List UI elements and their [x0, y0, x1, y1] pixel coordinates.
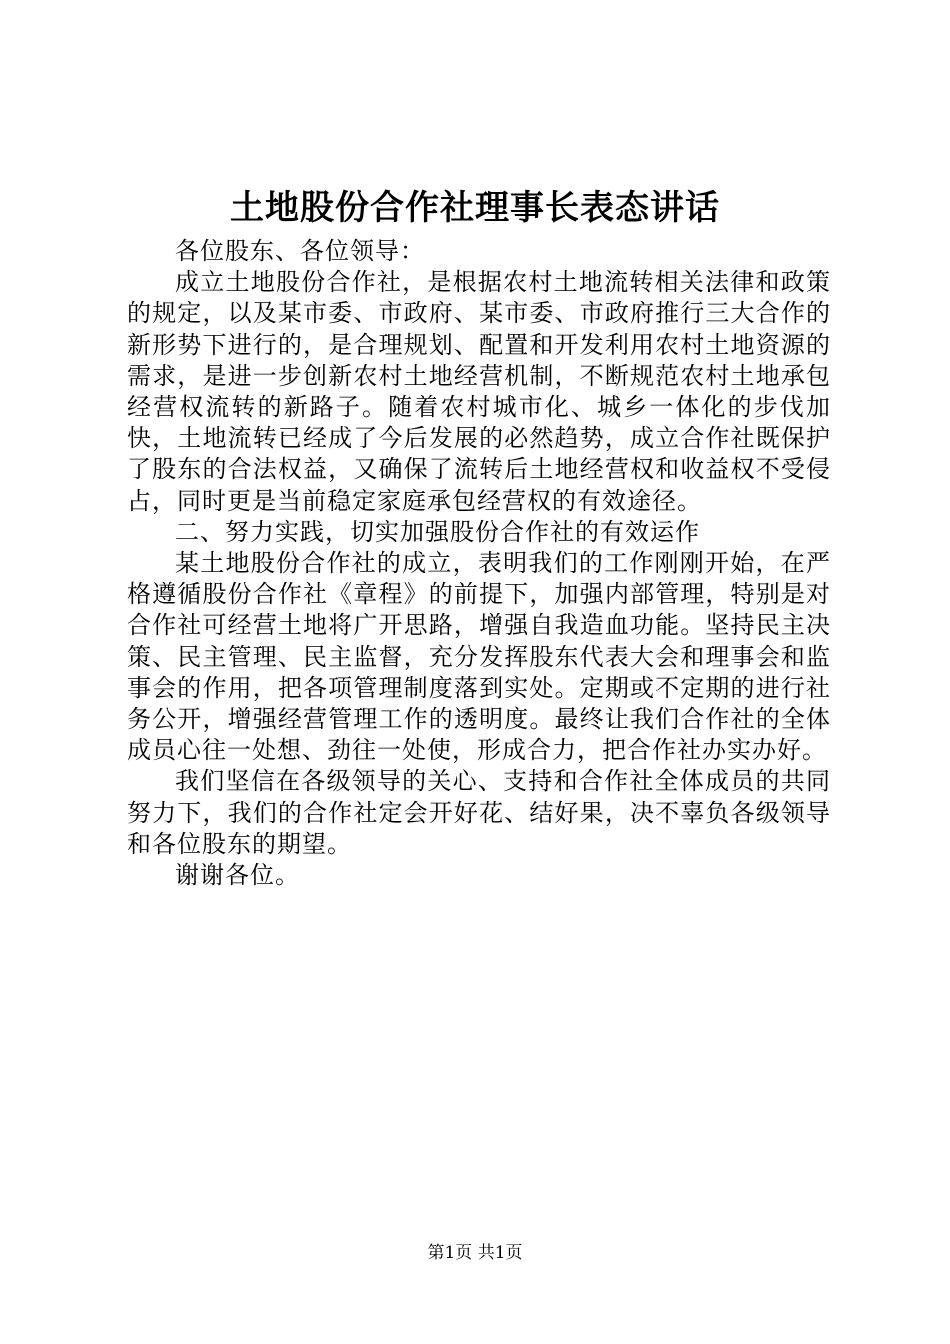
closing-paragraph: 谢谢各位。: [175, 861, 300, 890]
page-number-footer: 第1页 共1页: [427, 1243, 523, 1263]
section-heading: 二、努力实践，切实加强股份合作社的有效运作: [175, 517, 700, 546]
document-title: 土地股份合作社理事长表态讲话: [230, 188, 720, 228]
body-paragraph-2: 某土地股份合作社的成立，表明我们的工作刚刚开始，在严格遵循股份合作社《章程》的前提下，加强内部管理，特别是对合作社可经营土地将广开思路，增强自我造血功能。坚持民主决策、民主管理、民主监督，充分发挥股东代表大会和理事会和监事会的作用，把各项管理制度落到实处。定期或不定期的进行社务公开，增强经营管理工作的透明度。最终让我们合作社的全体成员心往一处想、劲往一处使，形成合力，把合作社办实办好。: [127, 549, 831, 765]
document-body: [127, 236, 831, 891]
body-paragraph-1: 成立土地股份合作社，是根据农村土地流转相关法律和政策的规定，以及某市委、市政府、某市委、市政府推行三大合作的新形势下进行的，是合理规划、配置和开发利用农村土地资源的需求，是进一步创新农村土地经营机制，不断规范农村土地承包经营权流转的新路子。随着农村城市化、城乡一体化的步伐加快，土地流转已经成了今后发展的必然趋势，成立合作社既保护了股东的合法权益，又确保了流转后土地经营权和收益权不受侵占，同时更是当前稳定家庭承包经营权的有效途径。: [127, 268, 831, 515]
body-paragraph-3: 我们坚信在各级领导的关心、支持和合作社全体成员的共同努力下，我们的合作社定会开好花、结好果，决不辜负各级领导和各位股东的期望。: [127, 767, 831, 858]
salutation-paragraph: 各位股东、各位领导：: [175, 237, 425, 265]
